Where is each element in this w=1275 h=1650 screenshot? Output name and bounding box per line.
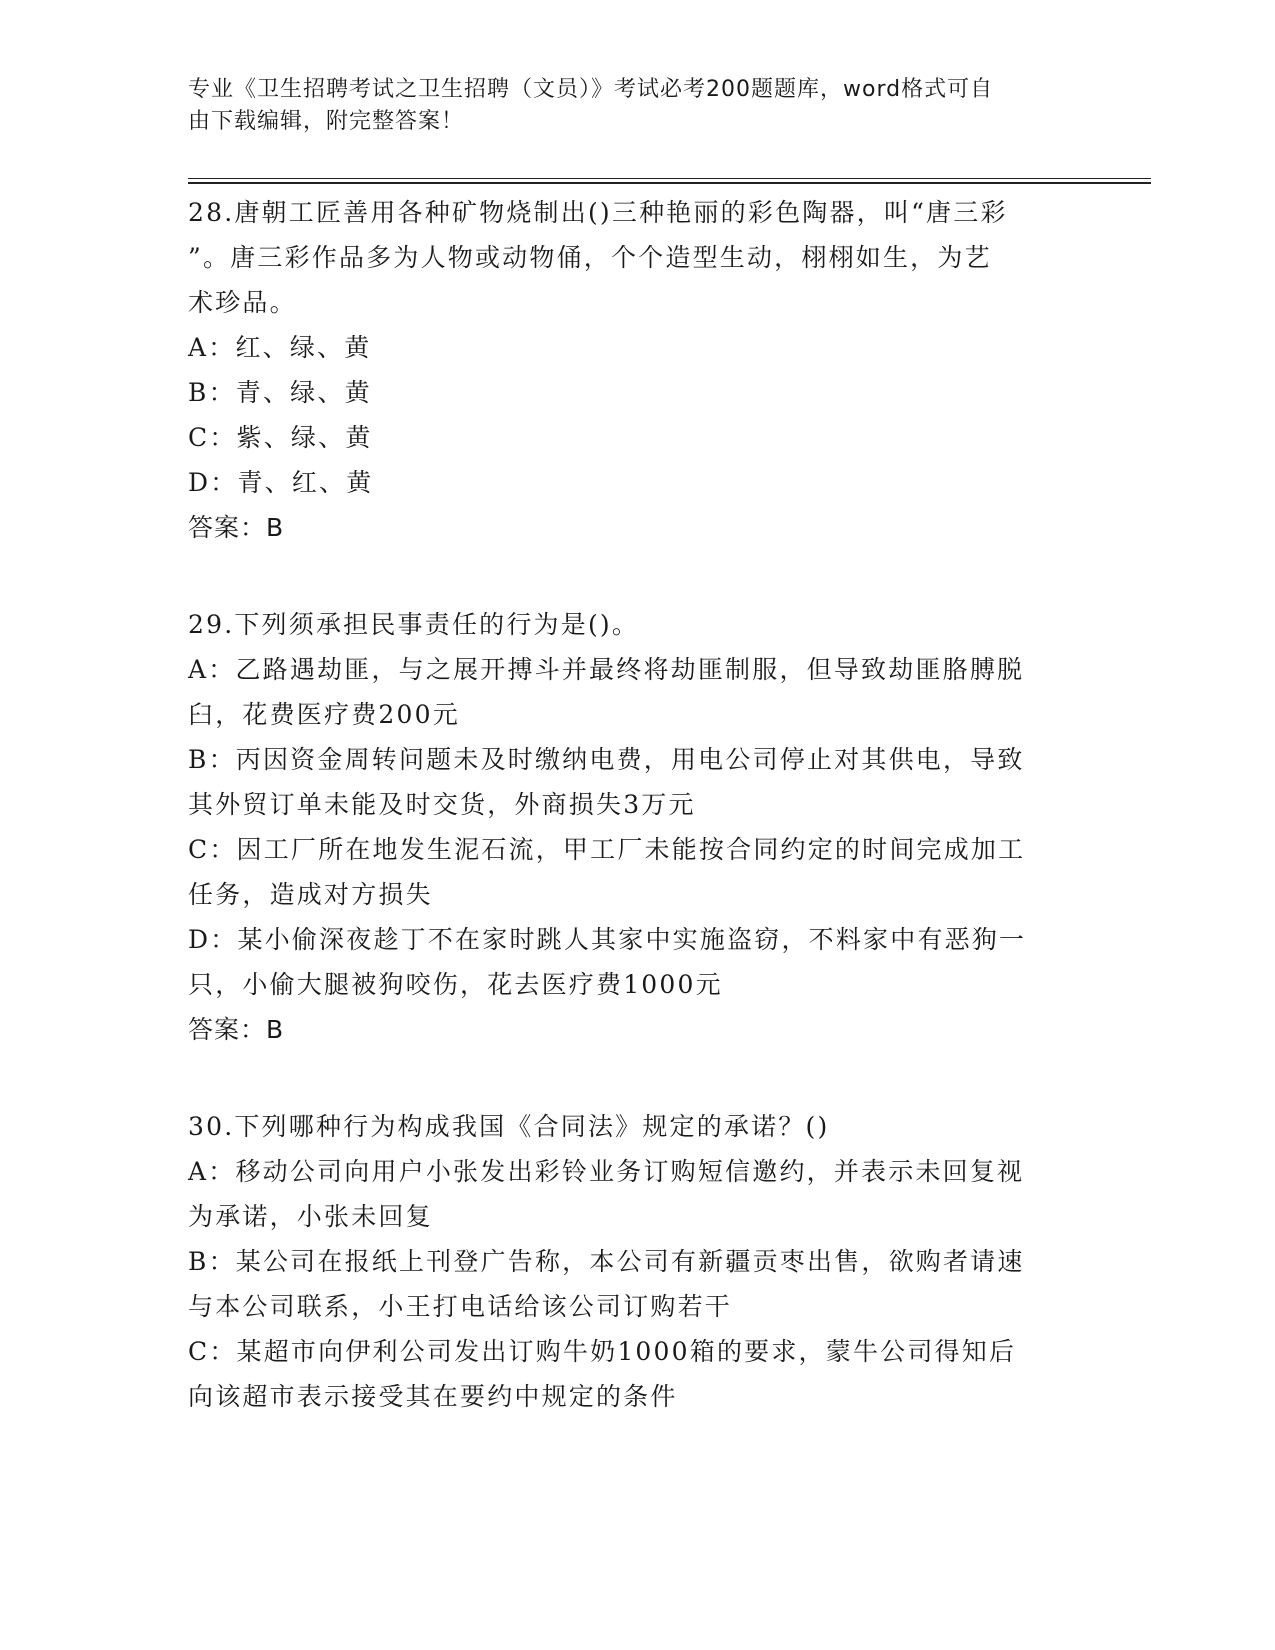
option-a: A：乙路遇劫匪，与之展开搏斗并最终将劫匪制服，但导致劫匪胳膊脱 (188, 655, 1025, 684)
header-line-2: 由下载编辑，附完整答案！ (188, 109, 465, 134)
question-stem-line: ”。唐三彩作品多为人物或动物俑，个个造型生动，栩栩如生，为艺 (188, 243, 992, 272)
document-header (188, 74, 1068, 138)
option-a-continuation: 臼，花费医疗费200元 (188, 700, 460, 729)
option-b-continuation: 与本公司联系，小王打电话给该公司订购若干 (188, 1292, 733, 1321)
option-d: D：青、红、黄 (188, 468, 374, 497)
option-c: C：某超市向伊利公司发出订购牛奶1000箱的要求，蒙牛公司得知后 (188, 1337, 1017, 1366)
question-30 (188, 1104, 1088, 1419)
option-b: B：青、绿、黄 (188, 378, 372, 407)
header-divider-thick (188, 182, 1151, 184)
question-stem-line: 30.下列哪种行为构成我国《合同法》规定的承诺？() (188, 1112, 830, 1141)
option-d-continuation: 只，小偷大腿被狗咬伤，花去医疗费1000元 (188, 970, 723, 999)
option-c: C：因工厂所在地发生泥石流，甲工厂未能按合同约定的时间完成加工 (188, 835, 1026, 864)
option-b: B：丙因资金周转问题未及时缴纳电费，用电公司停止对其供电，导致 (188, 745, 1025, 774)
question-stem-line: 术珍品。 (188, 288, 297, 317)
option-c: C：紫、绿、黄 (188, 423, 373, 452)
option-b: B：某公司在报纸上刊登广告称，本公司有新疆贡枣出售，欲购者请速 (188, 1247, 1025, 1276)
option-a: A：红、绿、黄 (188, 333, 372, 362)
question-stem-line: 28.唐朝工匠善用各种矿物烧制出()三种艳丽的彩色陶器，叫“唐三彩 (188, 198, 1008, 227)
option-a: A：移动公司向用户小张发出彩铃业务订购短信邀约，并表示未回复视 (188, 1157, 1025, 1186)
option-c-continuation: 任务，造成对方损失 (188, 880, 433, 909)
answer-line: 答案：B (188, 1015, 285, 1044)
header-divider-thin (188, 178, 1151, 179)
option-b-continuation: 其外贸订单未能及时交货，外商损失3万元 (188, 790, 696, 819)
question-stem-line: 29.下列须承担民事责任的行为是()。 (188, 610, 640, 639)
question-spacer (188, 550, 1088, 602)
question-list (188, 190, 1088, 1419)
question-29 (188, 602, 1088, 1052)
question-28 (188, 190, 1088, 550)
answer-line: 答案：B (188, 513, 285, 542)
option-c-continuation: 向该超市表示接受其在要约中规定的条件 (188, 1382, 678, 1411)
option-d: D：某小偷深夜趁丁不在家时跳人其家中实施盗窃，不料家中有恶狗一 (188, 925, 1027, 954)
question-spacer (188, 1052, 1088, 1104)
header-line-1: 专业《卫生招聘考试之卫生招聘（文员）》考试必考200题题库，word格式可自 (188, 77, 994, 102)
option-a-continuation: 为承诺，小张未回复 (188, 1202, 433, 1231)
